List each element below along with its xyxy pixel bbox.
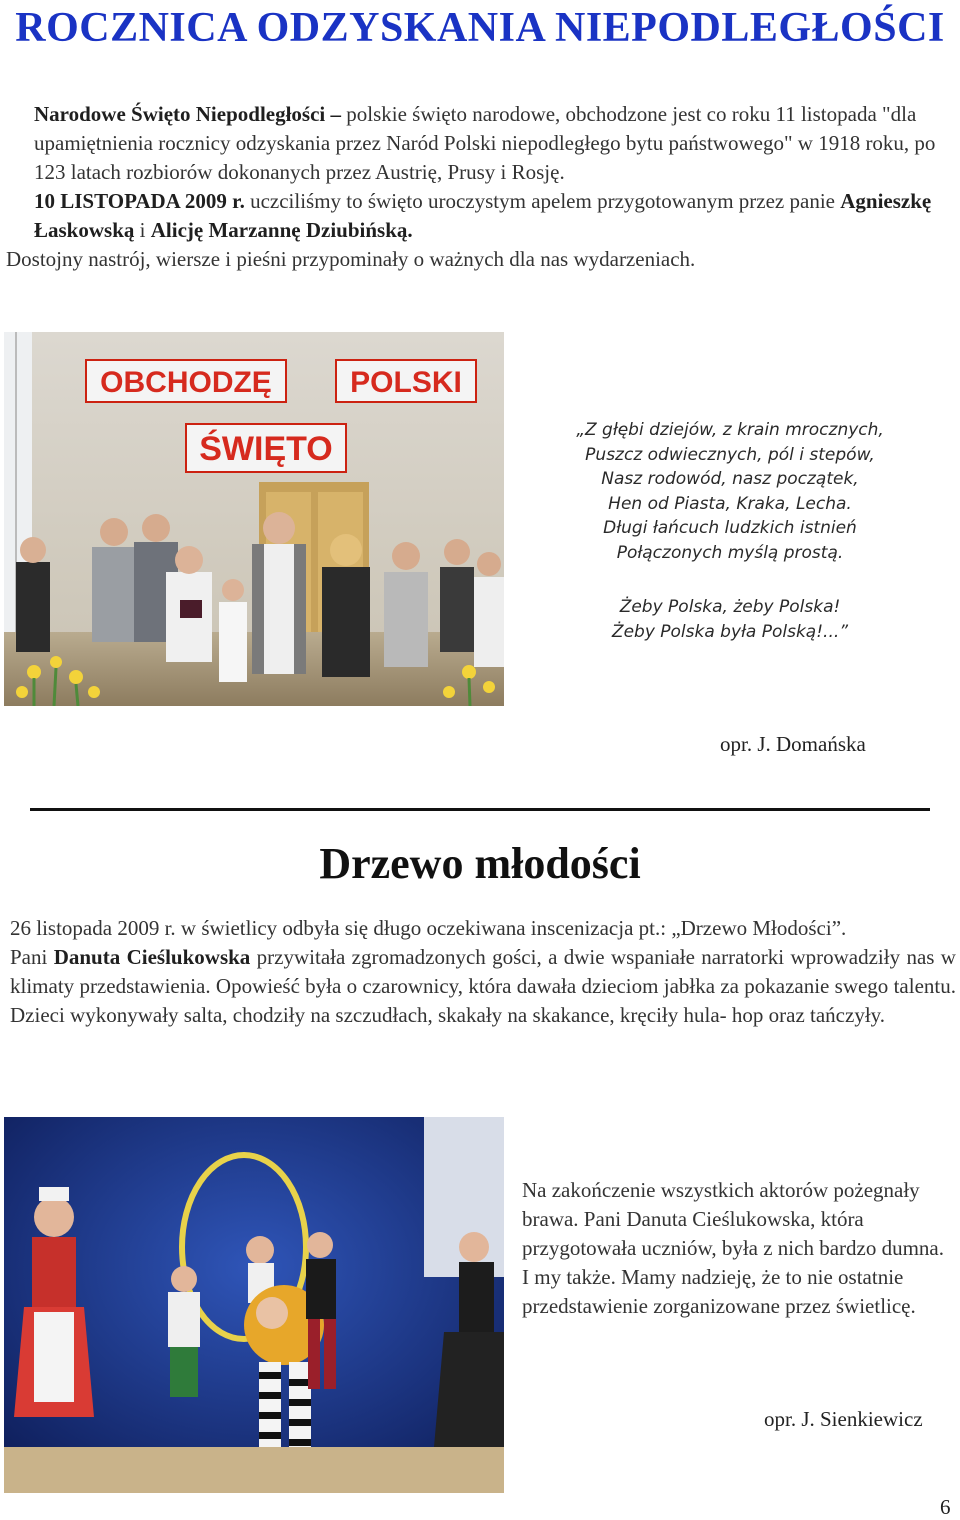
assembly-photo	[4, 332, 504, 706]
date-rest: uczciliśmy to święto uroczystym apelem przygotowanym przez panie	[244, 189, 841, 213]
banner-middle: ŚWIĘTO	[199, 430, 333, 468]
article2-p2	[6, 943, 956, 1030]
article1-text	[6, 100, 936, 274]
host-name: Danuta Cieślukowska	[53, 945, 251, 969]
performance-photo	[4, 1117, 504, 1493]
poem-line: „Z głębi dziejów, z krain mrocznych,	[576, 420, 884, 440]
page-number: 6	[940, 1495, 951, 1519]
page-title: ROCZNICA ODZYSKANIA NIEPODLEGŁOŚCI	[15, 5, 945, 51]
poem-refrain-line: Żeby Polska była Polską!...”	[611, 621, 849, 642]
article2-closing: Na zakończenie wszystkich aktorów pożegnały brawa. Pani Danuta Cieślukowska, która przygotowała uczniów, była z nich bardzo dumna. I my także. Mamy nadzieję, że to nie ostatnie przedstawienie zorganizowane przez świetlicę.	[522, 1178, 944, 1318]
article2-p1: 26 listopada 2009 r. w świetlicy odbyła się długo oczekiwana inscenizacja pt.: „Drzewo Młodości”.	[10, 916, 847, 940]
teacher-name-2: Alicję Marzannę Dziubińską.	[150, 218, 413, 242]
performance-photo-image	[4, 1117, 504, 1493]
lead-rest: polskie święto narodowe, obchodzone jest co roku 11 listopada "dla upamiętnienia rocznicy odzyskania przez Naród Polski niepodległego bytu państwowego" w 1918 roku, po 123 latach rozbiorów dokonanych przez Austrię, Prusy i Rosję.	[34, 102, 936, 184]
poem-line: Długi łańcuch ludzkich istnień	[603, 518, 857, 538]
date-bold: 10 LISTOPADA 2009 r.	[34, 189, 245, 213]
article1-lead	[6, 100, 936, 187]
section-title: Drzewo młodości	[319, 839, 641, 888]
article1-date-paragraph	[6, 187, 936, 245]
p2-rest: przywitała zgromadzonych gości, a dwie wspaniałe narratorki wprowadziły nas w klimaty przedstawienia. Opowieść była o czarownicy, która dawała dzieciom jabłka za pokazanie swego talentu. Dzieci wykonywały salta, chodziły na szczudłach, skakały na skakance, kręciły hula- hop oraz tańczyły.	[10, 945, 956, 1027]
article2-text	[6, 914, 956, 1030]
poem-stanza-gap	[520, 565, 940, 595]
article1-closing: Dostojny nastrój, wiersze i pieśni przypominały o ważnych dla nas wydarzeniach.	[6, 247, 696, 271]
author-signature-2: opr. J. Sienkiewicz	[764, 1407, 923, 1431]
author-signature-1: opr. J. Domańska	[720, 732, 866, 756]
conjunction: i	[134, 218, 151, 242]
teacher-name-1: Agnieszkę Łaskowską	[34, 189, 932, 242]
lead-bold: Narodowe Święto Niepodległości –	[34, 102, 342, 126]
banner-top-left: OBCHODZĘ	[100, 366, 272, 399]
poem-refrain-line: Żeby Polska, żeby Polska!	[619, 597, 841, 617]
poem-line: Nasz rodowód, nasz początek,	[601, 469, 859, 489]
poem-line: Puszcz odwiecznych, pól i stepów,	[585, 444, 875, 465]
p2-start: Pani	[10, 945, 54, 969]
poem	[520, 418, 940, 644]
assembly-photo-image	[4, 332, 504, 706]
section-divider	[30, 808, 930, 811]
poem-line: Połączonych myślą prostą.	[616, 542, 844, 563]
banner-top-right: POLSKI	[350, 366, 462, 399]
poem-line: Hen od Piasta, Kraka, Lecha.	[608, 493, 852, 514]
